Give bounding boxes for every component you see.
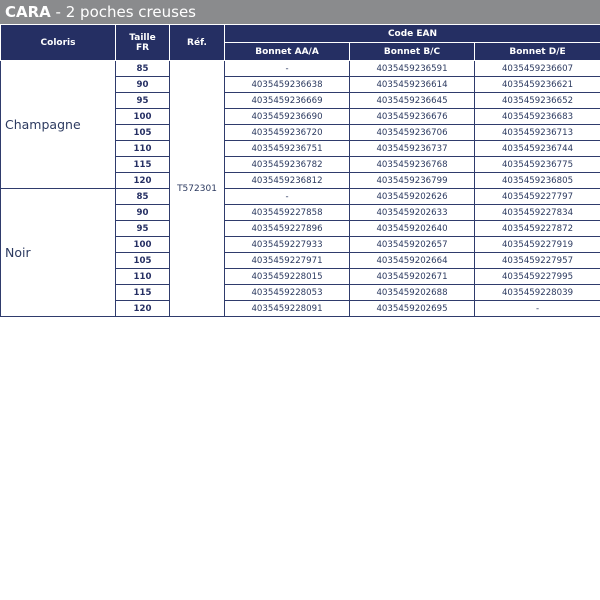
ean-aa-cell: 4035459227933	[225, 237, 350, 253]
ean-aa-cell: 4035459236638	[225, 77, 350, 93]
size-cell: 85	[116, 61, 170, 77]
size-cell: 115	[116, 157, 170, 173]
ean-de-cell: 4035459228039	[475, 285, 600, 301]
ean-aa-cell: 4035459236669	[225, 93, 350, 109]
color-cell-champagne: Champagne	[1, 61, 116, 189]
header-bonnet-de: Bonnet D/E	[475, 43, 600, 61]
ean-de-cell: 4035459236805	[475, 173, 600, 189]
header-taille-line2: FR	[135, 42, 150, 53]
ean-de-cell: 4035459227919	[475, 237, 600, 253]
size-cell: 100	[116, 237, 170, 253]
ean-aa-cell: 4035459228053	[225, 285, 350, 301]
ean-aa-cell: 4035459228091	[225, 301, 350, 317]
ean-aa-cell: 4035459227858	[225, 205, 350, 221]
ean-bc-cell: 4035459236737	[350, 141, 475, 157]
ean-aa-cell: -	[225, 189, 350, 205]
size-cell: 85	[116, 189, 170, 205]
size-cell: 95	[116, 93, 170, 109]
size-cell: 120	[116, 301, 170, 317]
size-cell: 115	[116, 285, 170, 301]
ean-de-cell: 4035459227995	[475, 269, 600, 285]
header-ref: Réf.	[170, 25, 225, 61]
ean-de-cell: 4035459236607	[475, 61, 600, 77]
ean-de-cell: 4035459227957	[475, 253, 600, 269]
table-row	[1, 61, 600, 77]
ean-aa-cell: 4035459228015	[225, 269, 350, 285]
ean-bc-cell: 4035459202626	[350, 189, 475, 205]
page-title	[0, 0, 600, 24]
ean-aa-cell: 4035459227971	[225, 253, 350, 269]
size-cell: 90	[116, 77, 170, 93]
ean-table	[0, 24, 600, 317]
ean-de-cell: 4035459236621	[475, 77, 600, 93]
ean-bc-cell: 4035459236645	[350, 93, 475, 109]
table-row	[1, 189, 600, 205]
ean-bc-cell: 4035459236799	[350, 173, 475, 189]
ean-de-cell: 4035459236652	[475, 93, 600, 109]
size-cell: 110	[116, 269, 170, 285]
ean-de-cell: 4035459236775	[475, 157, 600, 173]
header-code-ean: Code EAN	[225, 25, 600, 43]
size-cell: 95	[116, 221, 170, 237]
ean-de-cell: 4035459236713	[475, 125, 600, 141]
ean-de-cell: 4035459227834	[475, 205, 600, 221]
ean-de-cell: 4035459227872	[475, 221, 600, 237]
size-cell: 105	[116, 253, 170, 269]
ean-aa-cell: 4035459236782	[225, 157, 350, 173]
ean-de-cell: 4035459236744	[475, 141, 600, 157]
ean-aa-cell: 4035459236751	[225, 141, 350, 157]
title-subtitle: - 2 poches creuses	[50, 3, 196, 21]
ean-bc-cell: 4035459236706	[350, 125, 475, 141]
ean-aa-cell: 4035459236690	[225, 109, 350, 125]
ean-bc-cell: 4035459236614	[350, 77, 475, 93]
ean-aa-cell: 4035459227896	[225, 221, 350, 237]
ref-cell: T572301	[170, 61, 225, 317]
ean-aa-cell: -	[225, 61, 350, 77]
ean-de-cell: -	[475, 301, 600, 317]
ean-bc-cell: 4035459236676	[350, 109, 475, 125]
header-bonnet-bc: Bonnet B/C	[350, 43, 475, 61]
ean-aa-cell: 4035459236720	[225, 125, 350, 141]
color-cell-noir: Noir	[1, 189, 116, 317]
header-taille	[116, 25, 170, 61]
ean-bc-cell: 4035459202688	[350, 285, 475, 301]
size-cell: 100	[116, 109, 170, 125]
ean-bc-cell: 4035459236591	[350, 61, 475, 77]
ean-aa-cell: 4035459236812	[225, 173, 350, 189]
header-coloris: Coloris	[1, 25, 116, 61]
table-body	[1, 61, 600, 317]
header-bonnet-aa: Bonnet AA/A	[225, 43, 350, 61]
ean-bc-cell: 4035459202657	[350, 237, 475, 253]
ean-bc-cell: 4035459236768	[350, 157, 475, 173]
size-cell: 90	[116, 205, 170, 221]
size-cell: 120	[116, 173, 170, 189]
ean-bc-cell: 4035459202664	[350, 253, 475, 269]
ean-bc-cell: 4035459202671	[350, 269, 475, 285]
ean-de-cell: 4035459236683	[475, 109, 600, 125]
ean-bc-cell: 4035459202633	[350, 205, 475, 221]
size-cell: 110	[116, 141, 170, 157]
title-product-name: CARA	[5, 3, 51, 21]
size-cell: 105	[116, 125, 170, 141]
ean-de-cell: 4035459227797	[475, 189, 600, 205]
header-taille-line1: Taille	[129, 32, 156, 43]
ean-bc-cell: 4035459202695	[350, 301, 475, 317]
ean-bc-cell: 4035459202640	[350, 221, 475, 237]
